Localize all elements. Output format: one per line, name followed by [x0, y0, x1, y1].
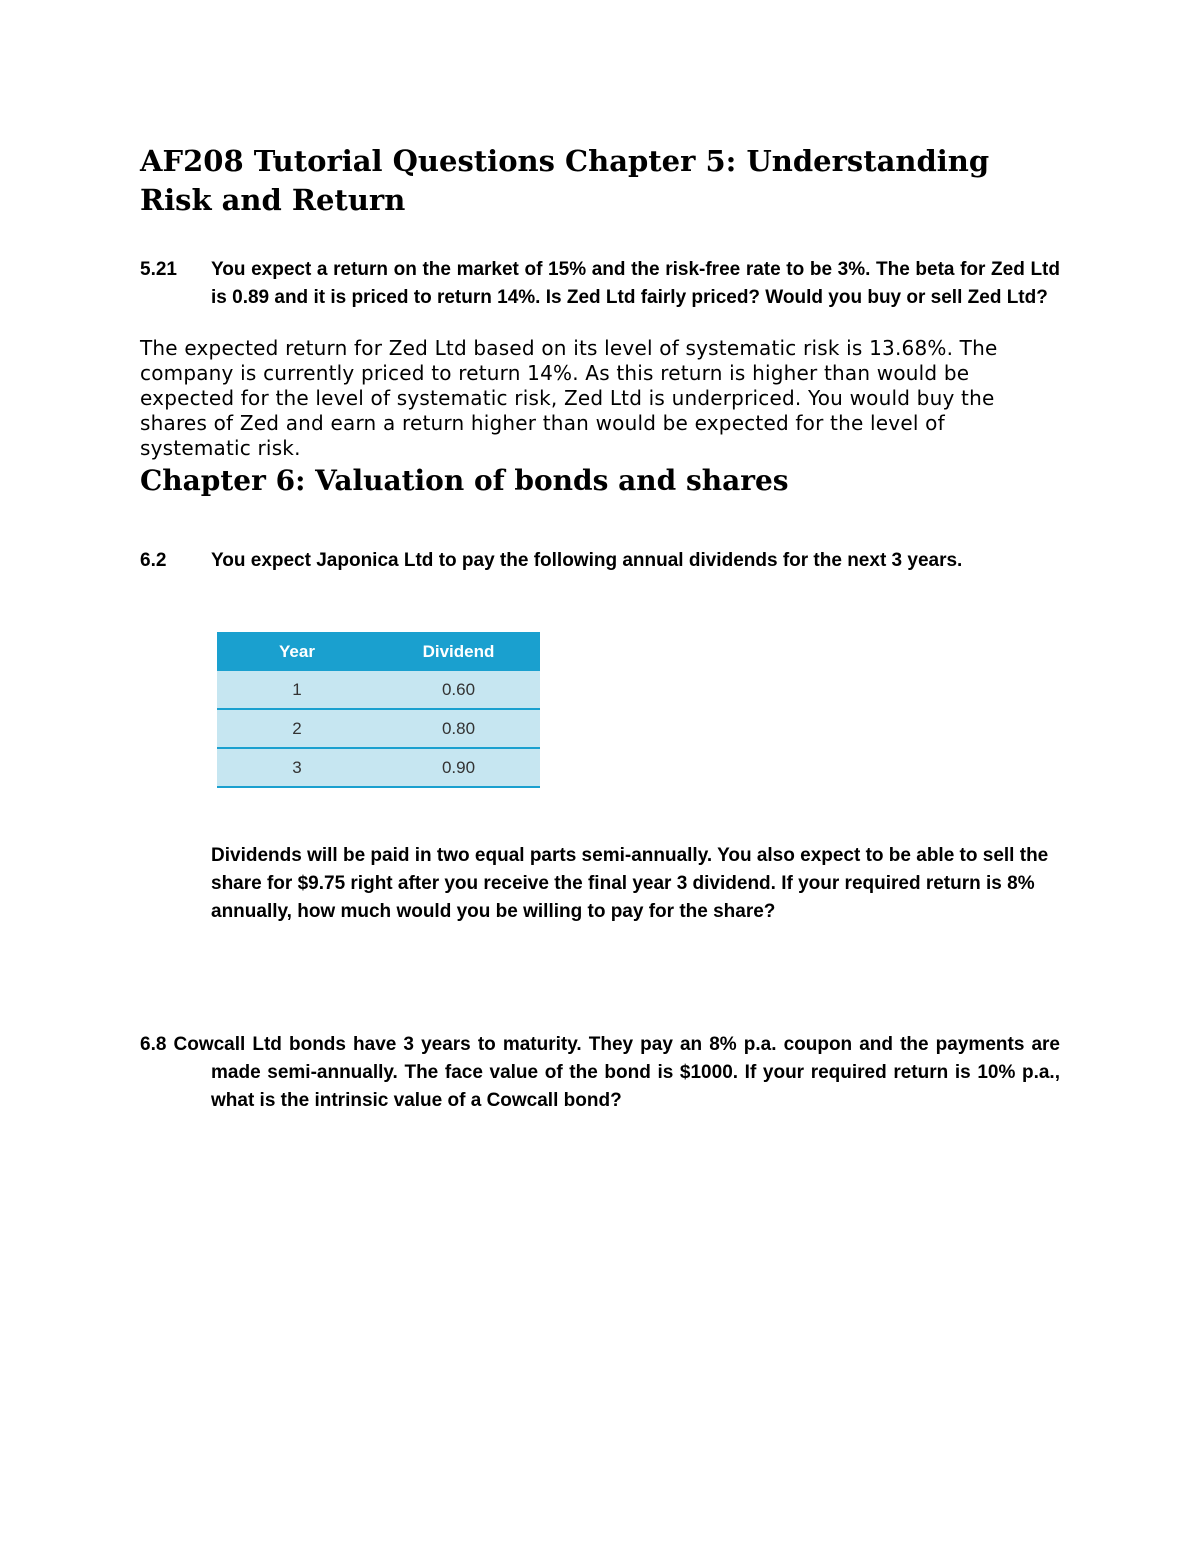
cell-dividend: 0.60 — [377, 671, 540, 709]
cell-dividend: 0.80 — [377, 709, 540, 748]
header-dividend: Dividend — [377, 632, 540, 671]
cell-year: 1 — [217, 671, 377, 709]
question-6-2-followup: Dividends will be paid in two equal parts semi-annually. You also expect to be able to sell the share for $9.75 right after you receive the final year 3 dividend. If your required return is 8% annually, how much would you be willing to pay for the share? — [211, 845, 1049, 922]
question-number: 6.2 — [140, 550, 167, 571]
cell-year: 3 — [217, 748, 377, 787]
question-6-2 — [140, 547, 1060, 575]
header-year: Year — [217, 632, 377, 671]
answer-5-21: The expected return for Zed Ltd based on its level of systematic risk is 13.68%. The company is currently priced to return 14%. As this return is higher than would be expected for the level of systematic risk, Zed Ltd is underpriced. You would buy the shares of Zed and earn a return higher than would be expected for the level of systematic risk. — [140, 336, 998, 460]
question-6-8: 6.8 Cowcall Ltd bonds have 3 years to maturity. They pay an 8% p.a. coupon and the payments are made semi-annually. The face value of the bond is $1000. If your required return is 10% p.a., what is the intrinsic value of a Cowcall bond? — [140, 1034, 1060, 1111]
question-5-21 — [140, 256, 1060, 312]
chapter-6-heading: Chapter 6: Valuation of bonds and shares — [140, 464, 789, 497]
question-text: You expect Japonica Ltd to pay the following annual dividends for the next 3 years. — [211, 550, 963, 571]
table-row — [217, 709, 540, 748]
document-title: AF208 Tutorial Questions Chapter 5: Understanding Risk and Return — [140, 144, 990, 217]
table-row — [217, 671, 540, 709]
question-number: 5.21 — [140, 259, 177, 280]
question-text: You expect a return on the market of 15% and the risk-free rate to be 3%. The beta for Zed Ltd is 0.89 and it is priced to return 14%. Is Zed Ltd fairly priced? Would you buy or sell Zed Ltd? — [211, 259, 1060, 308]
table-row — [217, 748, 540, 787]
cell-year: 2 — [217, 709, 377, 748]
dividend-table — [217, 632, 540, 788]
table-header-row — [217, 632, 540, 671]
cell-dividend: 0.90 — [377, 748, 540, 787]
